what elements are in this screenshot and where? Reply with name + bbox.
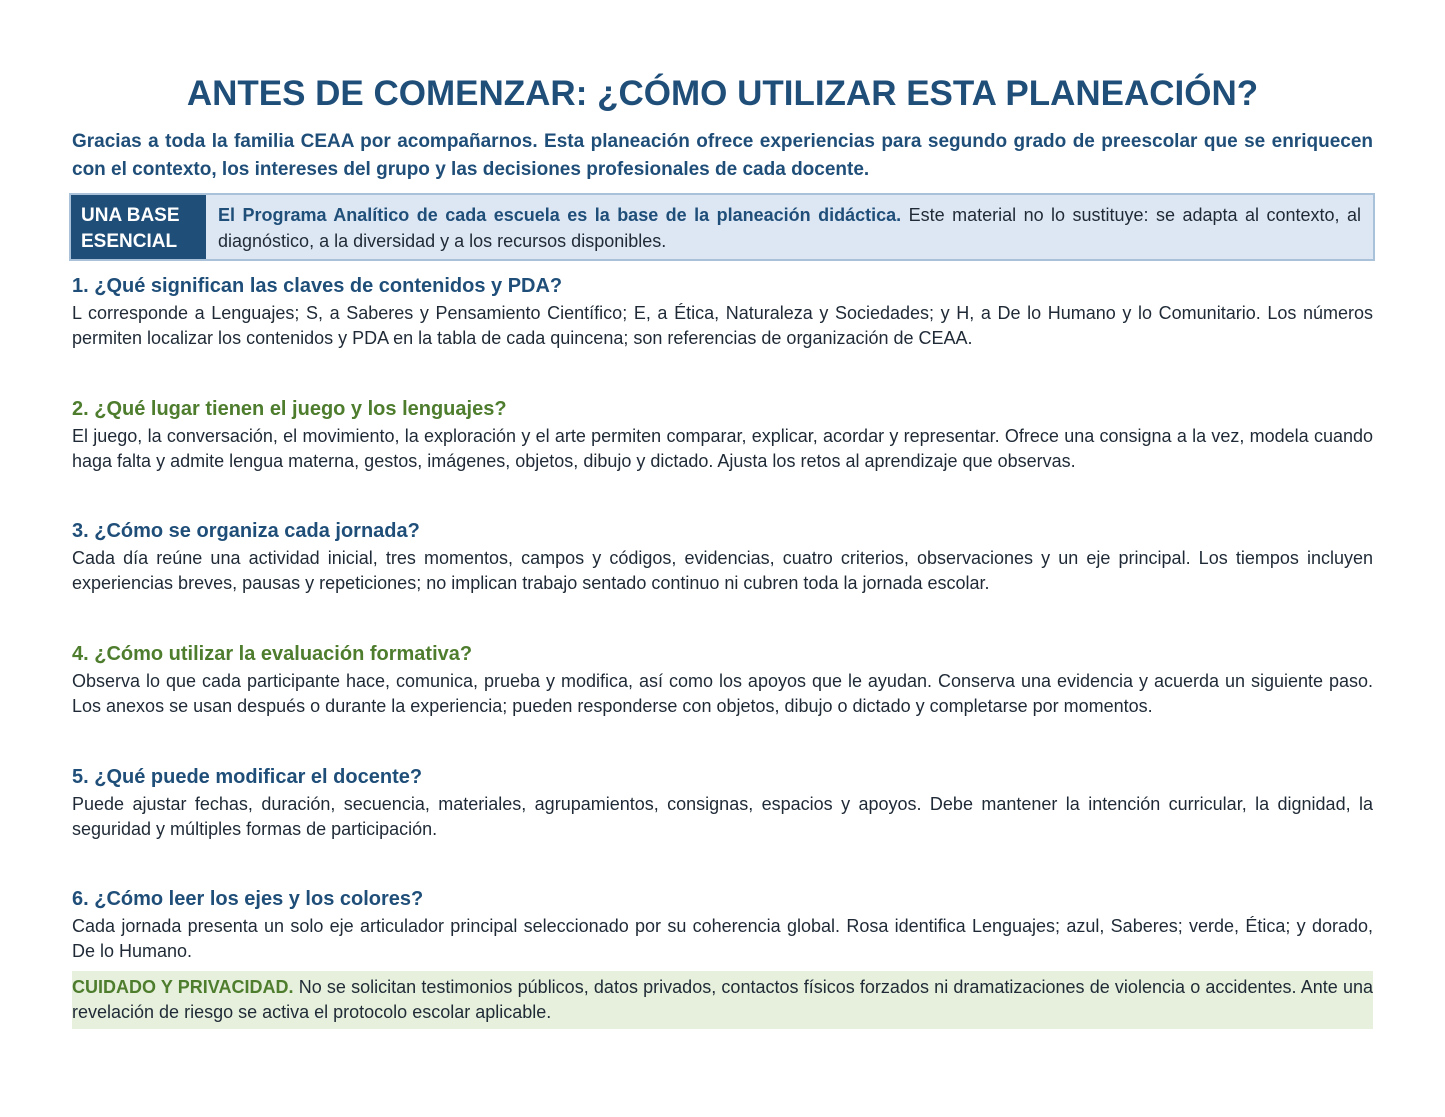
section-body: L corresponde a Lenguajes; S, a Saberes y Pensamiento Científico; E, a Ética, Naturaleza y Sociedades; y H, a De lo Humano y lo Comunitario. Los números permiten localizar los contenidos y PDA en la tabla de cada quincena; son referencias de organización de CEAA. (72, 303, 1373, 348)
base-label-line1: UNA BASE (81, 205, 180, 226)
base-callout-text (206, 195, 1373, 259)
base-label-line2: ESENCIAL (81, 231, 178, 252)
base-strong-text: El Programa Analítico de cada escuela es la base de la planeación didáctica. (218, 205, 902, 225)
base-callout-label (71, 195, 206, 259)
intro-paragraph: Gracias a toda la familia CEAA por acompañarnos. Esta planeación ofrece experiencias para segundo grado de preescolar que se enriquecen con el contexto, los intereses del grupo y las decisiones profesionales de cada docente. (72, 131, 1373, 180)
base-callout (69, 193, 1375, 261)
base-text-rest: Este material no lo sustituye: se adapta al contexto, al diagnóstico, a la diversidad y a los recursos disponibles. (218, 205, 1361, 251)
care-label: CUIDADO Y PRIVACIDAD. (72, 977, 294, 997)
section-heading: 3. ¿Cómo se organiza cada jornada? (72, 520, 420, 542)
section-3 (72, 518, 1373, 596)
section-body: El juego, la conversación, el movimiento, la exploración y el arte permiten comparar, explicar, acordar y representar. Ofrece una consigna a la vez, modela cuando haga falta y admite lengua materna, gestos, imágenes, objetos, dibujo y dictado. Ajusta los retos al aprendizaje que observas. (72, 426, 1373, 471)
care-text: No se solicitan testimonios públicos, datos privados, contactos físicos forzados ni dramatizaciones de violencia o accidentes. Ante una revelación de riesgo se activa el protocolo escolar aplicable. (72, 977, 1373, 1022)
section-body: Puede ajustar fechas, duración, secuencia, materiales, agrupamientos, consignas, espacios y apoyos. Debe mantener la intención curricular, la dignidad, la seguridad y múltiples formas de participación. (72, 794, 1373, 839)
section-heading: 1. ¿Qué significan las claves de contenidos y PDA? (72, 275, 563, 297)
section-body: Cada jornada presenta un solo eje articulador principal seleccionado por su coherencia global. Rosa identifica Lenguajes; azul, Saberes; verde, Ética; y dorado, De lo Humano. (72, 916, 1373, 961)
section-5 (72, 764, 1373, 842)
section-heading: 2. ¿Qué lugar tienen el juego y los lenguajes? (72, 398, 507, 420)
page-title: ANTES DE COMENZAR: ¿CÓMO UTILIZAR ESTA PLANEACIÓN? (186, 74, 1259, 113)
section-body: Observa lo que cada participante hace, comunica, prueba y modifica, así como los apoyos que le ayudan. Conserva una evidencia y acuerda un siguiente paso. Los anexos se usan después o durante la experiencia; pueden responderse con objetos, dibujo o dictado y completarse por momentos. (72, 671, 1373, 716)
section-1 (72, 273, 1373, 351)
section-heading: 6. ¿Cómo leer los ejes y los colores? (72, 888, 424, 910)
care-privacy-callout (72, 971, 1373, 1029)
section-6 (72, 886, 1373, 964)
section-heading: 4. ¿Cómo utilizar la evaluación formativa? (72, 643, 473, 665)
section-2 (72, 396, 1373, 474)
section-heading: 5. ¿Qué puede modificar el docente? (72, 766, 423, 788)
section-body: Cada día reúne una actividad inicial, tres momentos, campos y códigos, evidencias, cuatro criterios, observaciones y un eje principal. Los tiempos incluyen experiencias breves, pausas y repeticiones; no implican trabajo sentado continuo ni cubren toda la jornada escolar. (72, 548, 1373, 593)
document-page (72, 0, 1373, 261)
section-4 (72, 641, 1373, 719)
